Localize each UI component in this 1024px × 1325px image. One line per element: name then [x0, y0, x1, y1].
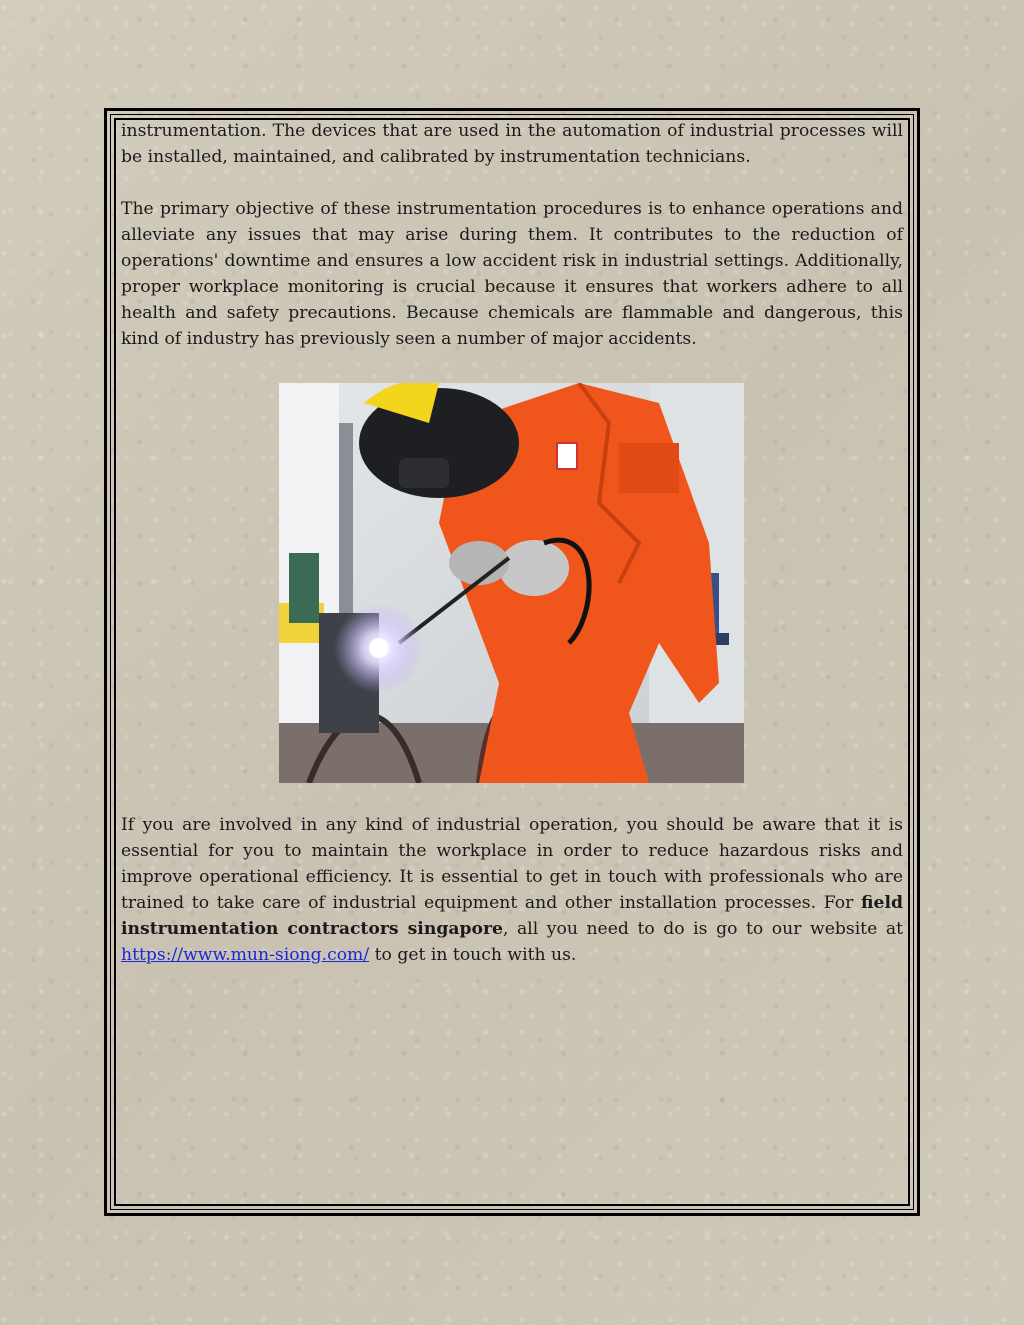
document-body-bottom [121, 812, 903, 968]
contact-outro-text: to get in touch with us. [369, 945, 577, 965]
website-link[interactable]: https://www.mun-siong.com/ [121, 945, 370, 965]
paragraph-objective: The primary objective of these instrumentation procedures is to enhance operations and alleviate any issues that may arise during them. It contributes to the reduction of operations' downtime and ensures a low accident risk in industrial settings. Additionally, proper workplace monitoring is crucial because it ensures that workers adhere to all health and safety precautions. Because chemicals are flammable and dangerous, this kind of industry has previously seen a number of major accidents. [121, 199, 903, 349]
welder-illustration [279, 383, 744, 783]
bold-keyword: field instrumentation contractors singapore [121, 893, 903, 939]
contact-middle-text: , all you need to do is go to our website at [502, 919, 903, 939]
paragraph-instrumentation-intro: instrumentation. The devices that are used in the automation of industrial processes will be installed, maintained, and calibrated by instrumentation technicians. [121, 121, 903, 167]
welder-photo [279, 383, 744, 783]
paragraph-contact [121, 812, 903, 968]
contact-intro-text: If you are involved in any kind of industrial operation, you should be aware that it is essential for you to maintain the workplace in order to reduce hazardous risks and improve operational efficiency. It is essential to get in touch with professionals who are trained to take care of industrial equipment and other installation processes. For [121, 815, 903, 913]
document-body-top [121, 118, 903, 352]
